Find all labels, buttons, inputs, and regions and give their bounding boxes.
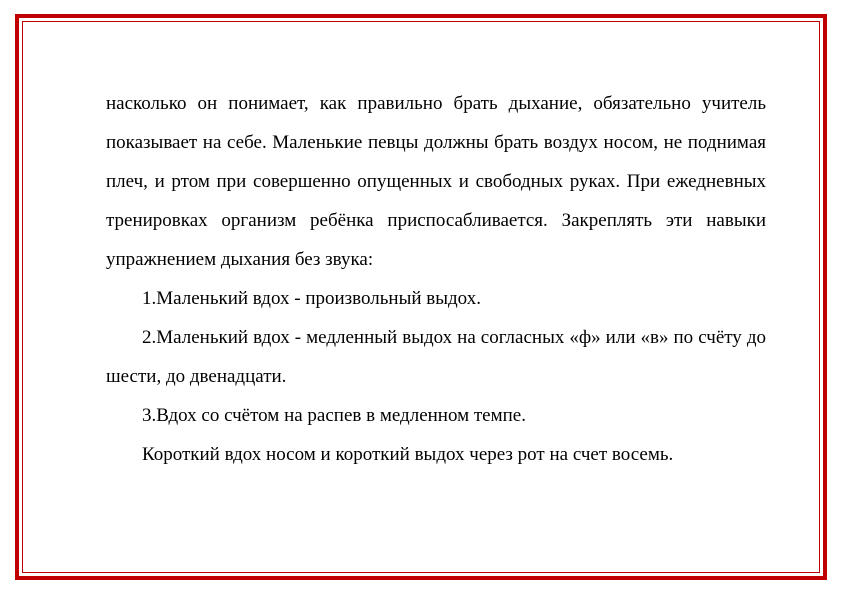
document-body <box>106 84 766 474</box>
paragraph-breathing-intro: насколько он понимает, как правильно брать дыхание, обязательно учитель показывает на себе. Маленькие певцы должны брать воздух носом, не поднимая плеч, и ртом при совершенно опущенных и свободных руках. При ежедневных тренировках организм ребёнка приспосабливается. Закреплять эти навыки упражнением дыхания без звука: <box>106 93 766 270</box>
exercise-item-2: 2.Маленький вдох - медленный выдох на согласных «ф» или «в» по счёту до шести, до двенадцати. <box>106 327 766 387</box>
exercise-item-1: 1.Маленький вдох - произвольный выдох. <box>142 288 481 309</box>
exercise-item-3: 3.Вдох со счётом на распев в медленном темпе. <box>142 405 526 426</box>
exercise-item-4: Короткий вдох носом и короткий выдох через рот на счет восемь. <box>142 444 674 465</box>
